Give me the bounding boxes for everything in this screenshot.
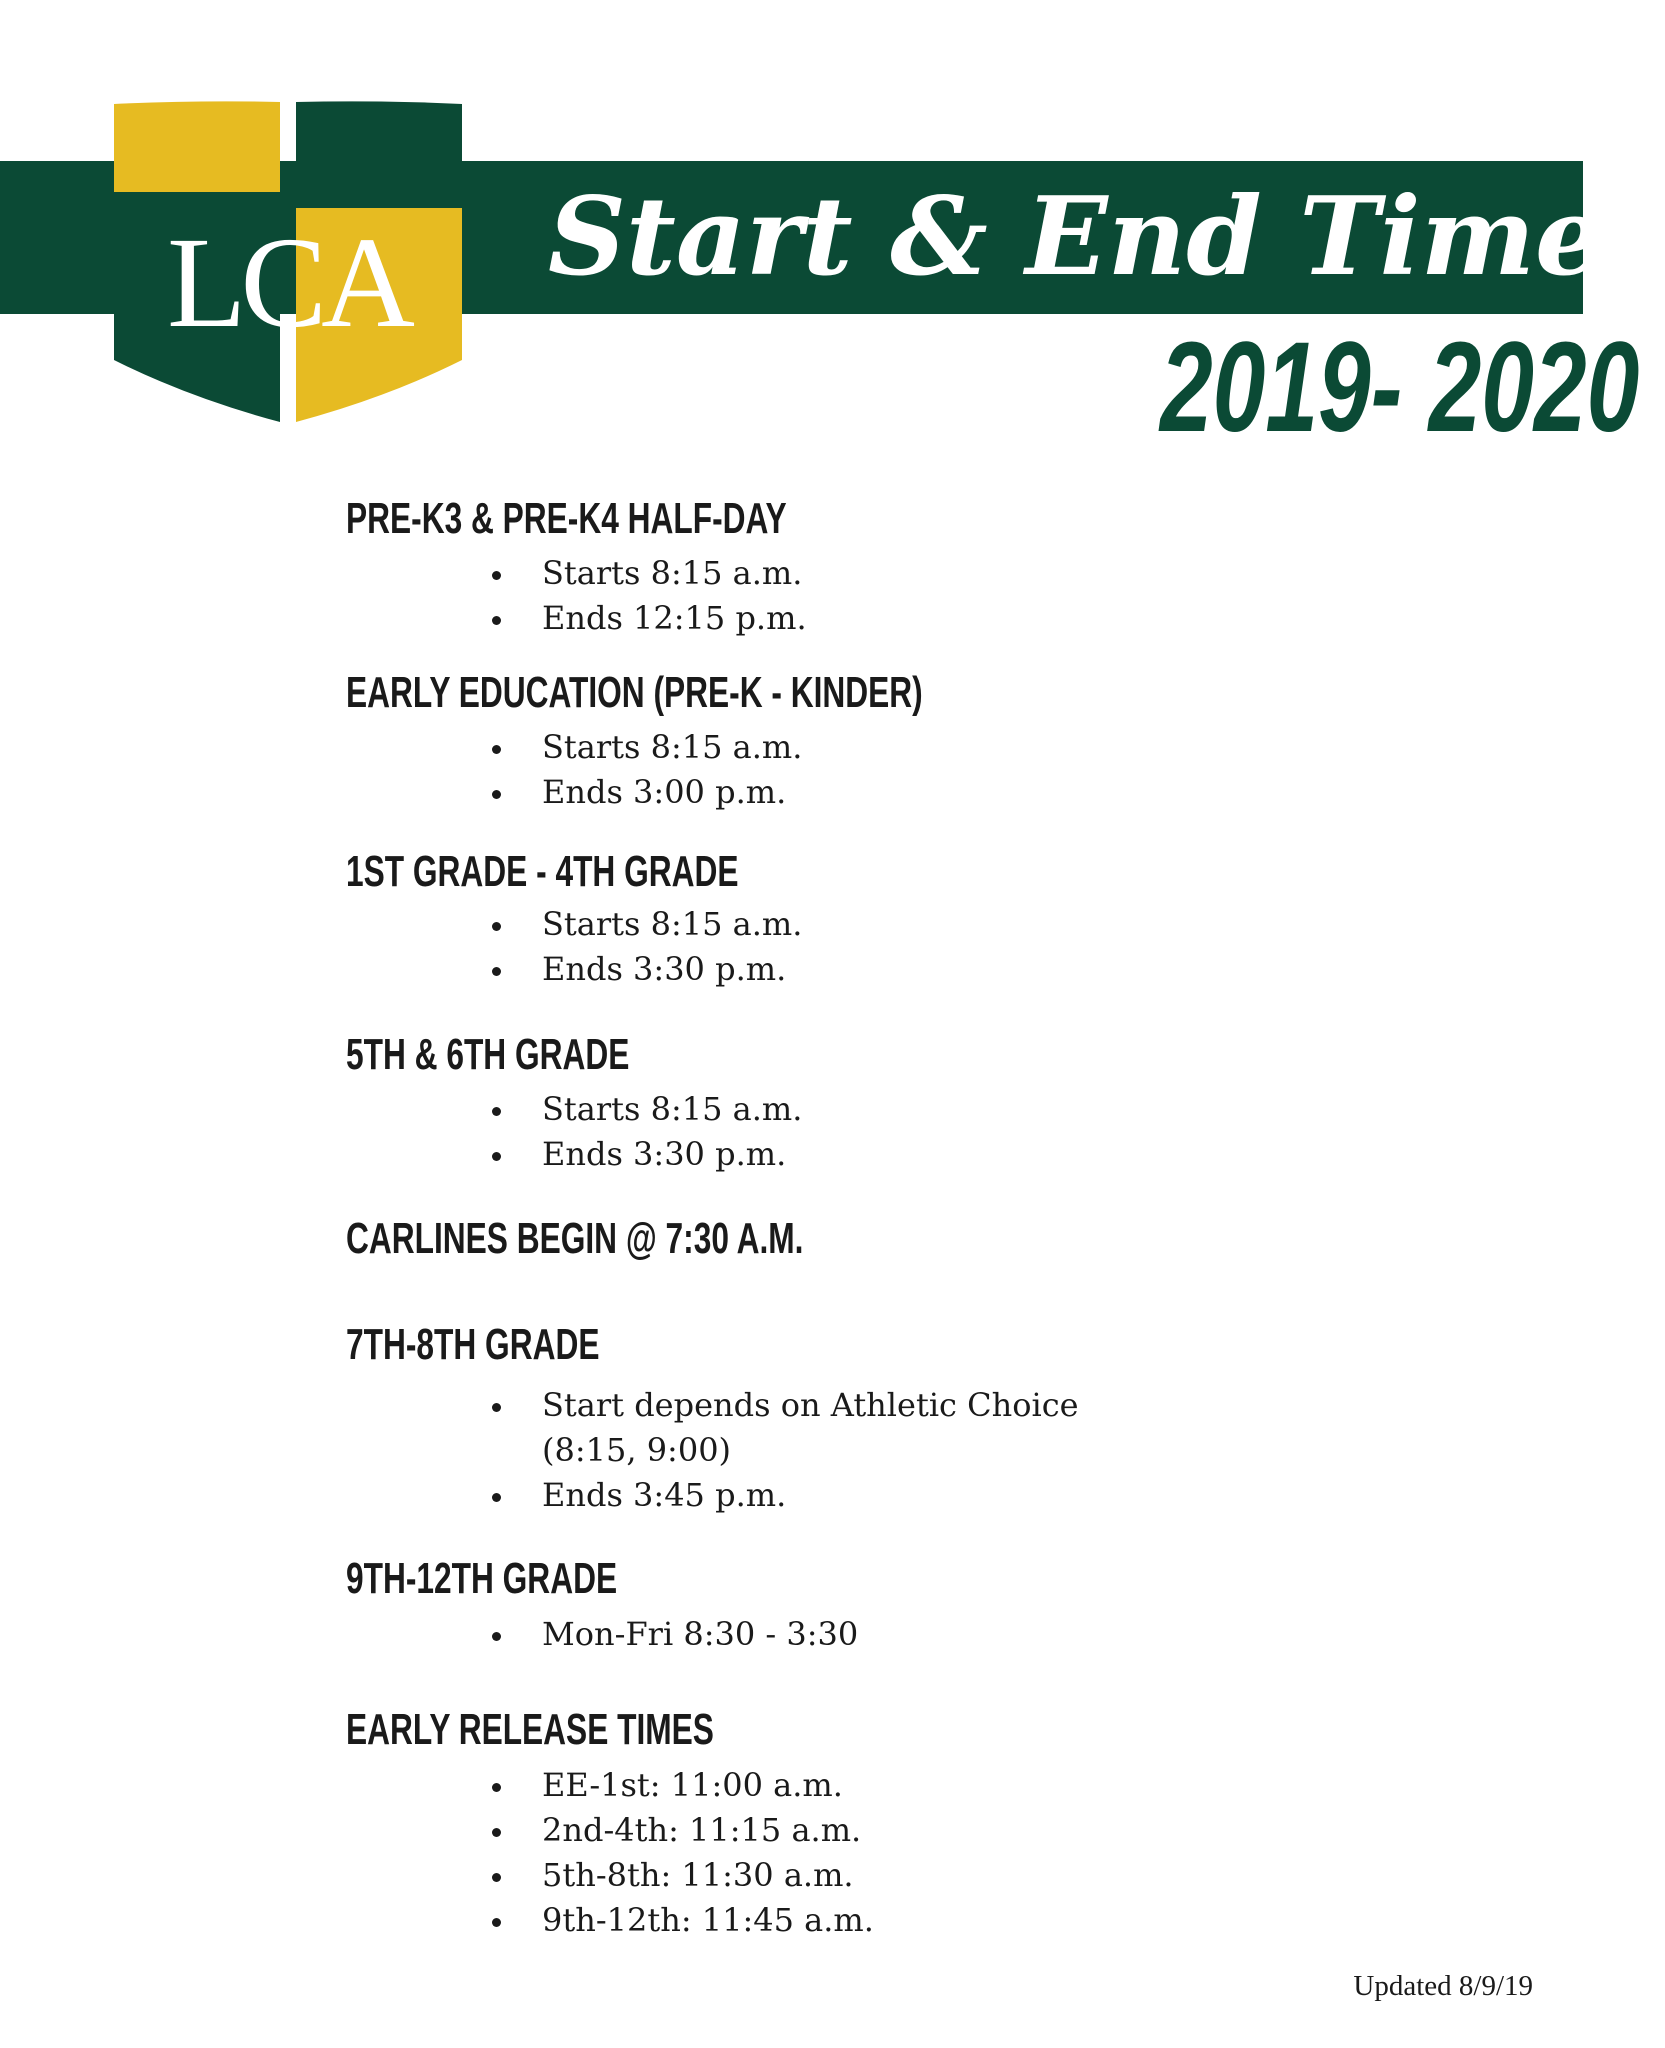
section-heading: CARLINES BEGIN @ 7:30 A.M. — [346, 1214, 804, 1263]
bullet-icon — [492, 571, 501, 580]
list-item: Starts 8:15 a.m. — [488, 902, 802, 947]
section-heading: EARLY RELEASE TIMES — [346, 1705, 714, 1754]
section-heading: EARLY EDUCATION (PRE-K - KINDER) — [346, 668, 923, 717]
section-list — [488, 725, 802, 815]
bullet-icon — [492, 967, 501, 976]
bullet-icon — [492, 1152, 501, 1161]
section-list — [488, 1763, 874, 1943]
bullet-icon — [492, 616, 501, 625]
section-heading: 9TH-12TH GRADE — [346, 1554, 618, 1603]
bullet-icon — [492, 1918, 501, 1927]
section-heading: 1ST GRADE - 4TH GRADE — [346, 847, 739, 896]
list-item: Starts 8:15 a.m. — [488, 551, 807, 596]
list-item: 2nd-4th: 11:15 a.m. — [488, 1808, 874, 1853]
bullet-icon — [492, 1828, 501, 1837]
bullet-icon — [492, 1107, 501, 1116]
bullet-icon — [492, 1403, 501, 1412]
list-item: 5th-8th: 11:30 a.m. — [488, 1853, 874, 1898]
section-heading: 5TH & 6TH GRADE — [346, 1030, 630, 1079]
section-list — [488, 1087, 802, 1177]
bullet-icon — [492, 790, 501, 799]
bullet-icon — [492, 1783, 501, 1792]
list-item-continuation: (8:15, 9:00) — [542, 1431, 732, 1469]
list-item: Ends 3:00 p.m. — [488, 770, 802, 815]
bullet-icon — [492, 1632, 501, 1641]
list-item: Starts 8:15 a.m. — [488, 1087, 802, 1132]
page-title: Start & End Times — [548, 174, 1665, 300]
list-item: Ends 3:30 p.m. — [488, 947, 802, 992]
logo-text: LCA — [167, 211, 409, 355]
list-item: Start depends on Athletic Choice — [488, 1383, 1079, 1428]
updated-date: Updated 8/9/19 — [1353, 1970, 1533, 2002]
list-item: 9th-12th: 11:45 a.m. — [488, 1898, 874, 1943]
bullet-icon — [492, 1493, 501, 1502]
bullet-icon — [492, 922, 501, 931]
bullet-icon — [492, 745, 501, 754]
section-heading: 7TH-8TH GRADE — [346, 1320, 600, 1369]
bullet-icon — [492, 1873, 501, 1882]
lca-logo — [110, 98, 470, 428]
section-list — [488, 902, 802, 992]
section-list — [488, 1612, 858, 1657]
list-item: Ends 3:30 p.m. — [488, 1132, 802, 1177]
list-item: Starts 8:15 a.m. — [488, 725, 802, 770]
section-list — [488, 1383, 1079, 1518]
list-item: EE-1st: 11:00 a.m. — [488, 1763, 874, 1808]
logo-quadrant-top-right — [296, 101, 462, 192]
section-list — [488, 551, 807, 641]
school-year: 2019- 2020 — [1160, 316, 1640, 459]
section-heading: PRE-K3 & PRE-K4 HALF-DAY — [346, 494, 787, 543]
list-item: Ends 3:45 p.m. — [488, 1473, 1079, 1518]
list-item: Ends 12:15 p.m. — [488, 596, 807, 641]
logo-quadrant-top-left — [114, 101, 280, 192]
list-item: Mon-Fri 8:30 - 3:30 — [488, 1612, 858, 1657]
